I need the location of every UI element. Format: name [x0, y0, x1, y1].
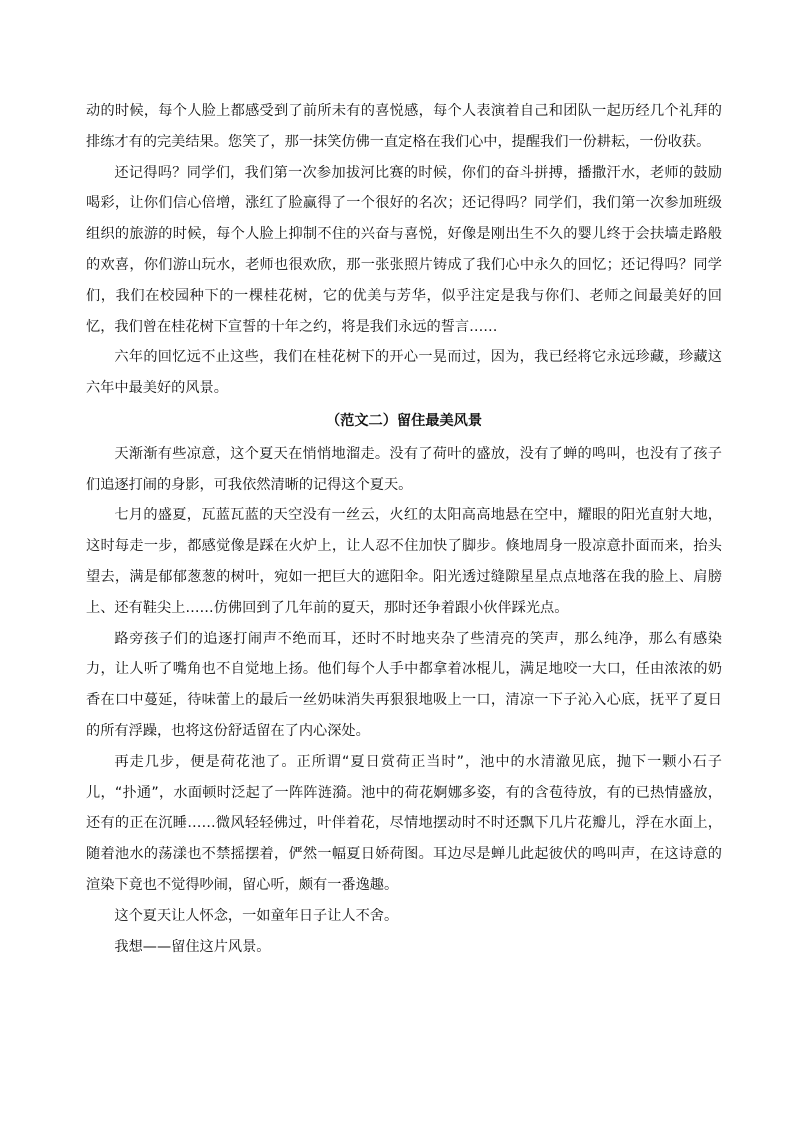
- document-body: [86, 96, 722, 962]
- paragraph-nostalgia: 这个夏天让人怀念，一如童年日子让人不舍。: [114, 907, 399, 924]
- paragraph-children: 路旁孩子们的追逐打闹声不绝而耳，还时不时地夹杂了些清亮的笑声，那么纯净，那么有感染力，让人听了嘴角也不自觉地上扬。他们每个人手中都拿着冰棍儿，满足地咬一大口，任由浓浓的奶香在口中蔓延，待味蕾上的最后一丝奶味消失再狠狠地吸上一口，清凉一下子沁入心底，抚平了夏日的所有浮躁，也将这份舒适留在了内心深处。: [86, 630, 722, 739]
- paragraph-memories: 还记得吗？同学们，我们第一次参加拔河比赛的时候，你们的奋斗拼搏，播撒汗水，老师的鼓励喝彩，让你们信心倍增，涨红了脸赢得了一个很好的名次；还记得吗？同学们，我们第一次参加班级组织的旅游的时候，每个人脸上抑制不住的兴奋与喜悦，好像是刚出生不久的婴儿终于会扶墙走路般的欢喜，你们游山玩水，老师也很欢欣，那一张张照片铸成了我们心中永久的回忆；还记得吗？同学们，我们在校园种下的一棵桂花树，它的优美与芳华，似乎注定是我与你们、老师之间最美好的回忆，我们曾在桂花树下宣誓的十年之约，将是我们永远的誓言……: [86, 164, 722, 335]
- paragraph-six-years: 六年的回忆远不止这些，我们在桂花树下的开心一晃而过，因为，我已经将它永远珍藏，珍藏这六年中最美好的风景。: [86, 349, 722, 397]
- paragraph-closing: 我想——留住这片风景。: [114, 938, 271, 955]
- paragraph-summer-intro: 天渐渐有些凉意，这个夏天在悄悄地溜走。没有了荷叶的盛放，没有了蝉的鸣叫，也没有了孩子们追逐打闹的身影，可我依然清晰的记得这个夏天。: [86, 445, 722, 493]
- paragraph-lotus-pond: 再走几步，便是荷花池了。正所谓“夏日赏荷正当时”，池中的水清澈见底，抛下一颗小石子儿，“扑通”，水面顿时泛起了一阵阵涟漪。池中的荷花婀娜多姿，有的含苞待放，有的已热情盛放，还有的正在沉睡……微风轻轻佛过，叶伴着花，尽情地摆动时不时还飘下几片花瓣儿，浮在水面上，随着池水的荡漾也不禁摇摆着，俨然一幅夏日娇荷图。耳边尽是蝉儿此起彼伏的鸣叫声，在这诗意的渲染下竟也不觉得吵闹，留心听，颇有一番逸趣。: [86, 753, 722, 893]
- section-title: （范文二）留住最美风景: [325, 412, 483, 429]
- paragraph-continuation: 动的时候，每个人脸上都感受到了前所未有的喜悦感，每个人表演着自己和团队一起历经几个礼拜的排练才有的完美结果。您笑了，那一抹笑仿佛一直定格在我们心中，提醒我们一份耕耘，一份收获。: [86, 103, 722, 150]
- paragraph-july: 七月的盛夏，瓦蓝瓦蓝的天空没有一丝云，火红的太阳高高地悬在空中，耀眼的阳光直射大地，这时每走一步，都感觉像是踩在火炉上，让人忍不住加快了脚步。倏地周身一股凉意扑面而来，抬头望去，满是郁郁葱葱的树叶，宛如一把巨大的遮阳伞。阳光透过缝隙星星点点地落在我的脸上、肩膀上、还有鞋尖上……仿佛回到了几年前的夏天，那时还争着跟小伙伴踩光点。: [86, 507, 722, 616]
